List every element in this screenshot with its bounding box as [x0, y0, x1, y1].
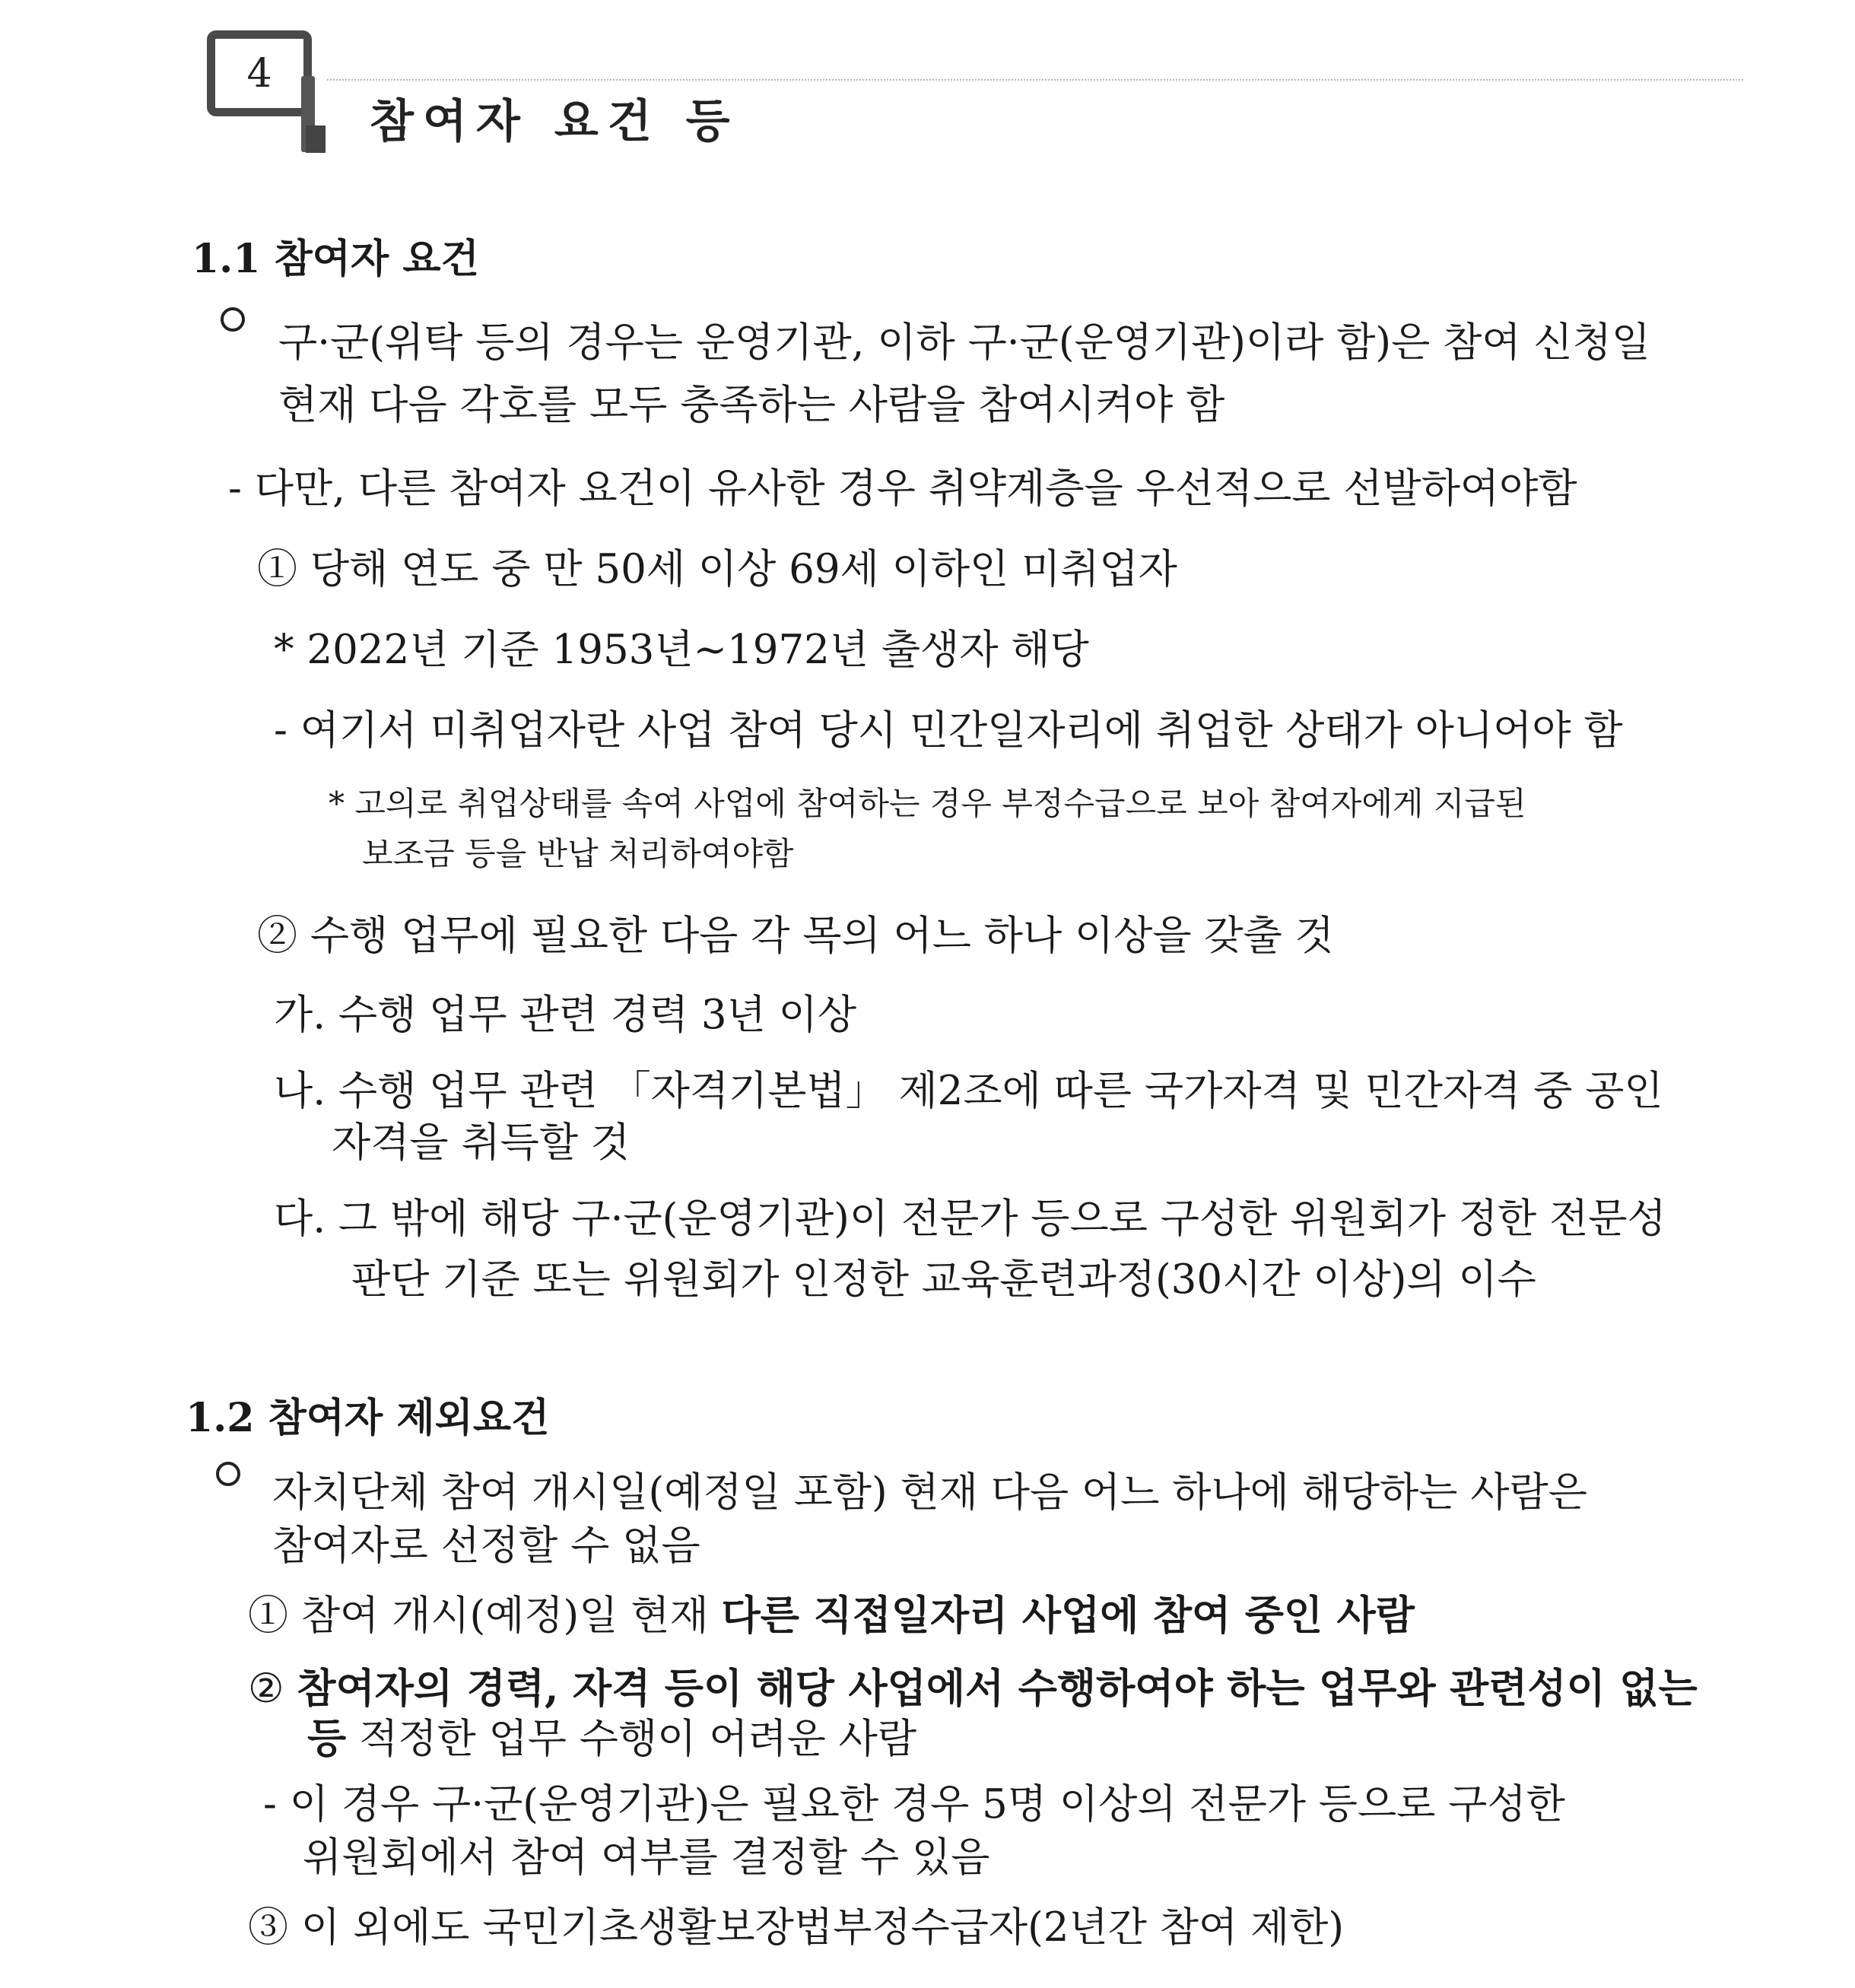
s1-item1-note-line1: * 고의로 취업상태를 속여 사업에 참여하는 경우 부정수급으로 보아 참여자에게 지급된	[329, 785, 1526, 822]
s2-item2-bold-line2: 등	[307, 1715, 347, 1762]
s1-item2: ② 수행 업무에 필요한 다음 각 목의 어느 하나 이상을 갖출 것	[257, 913, 1334, 959]
s2-item2-line2	[307, 1707, 916, 1764]
s1-item1-note-line2: 보조금 등을 반납 처리하여야함	[362, 835, 794, 872]
s1-item1-star: * 2022년 기준 1953년~1972년 출생자 해당	[274, 627, 1089, 673]
s1-sub-da-line1: 다. 그 밖에 해당 구·군(운영기관)이 전문가 등으로 구성한 위원회가 정한 전문성	[274, 1196, 1666, 1242]
header-dotted-rule	[327, 79, 1743, 81]
s1-bullet-line2: 현재 다음 각호를 모두 충족하는 사람을 참여시켜야 함	[278, 382, 1225, 428]
s1-sub-na-line2: 자격을 취득할 것	[332, 1119, 631, 1166]
chapter-title: 참여자 요건 등	[370, 95, 739, 148]
section-heading-1-2: 1.2 참여자 제외요건	[186, 1395, 550, 1441]
s1-sub-da-line2: 판단 기준 또는 위원회가 인정한 교육훈련과정(30시간 이상)의 이수	[351, 1256, 1536, 1303]
s2-item2-rest: 적정한 업무 수행이 어려운 사람	[359, 1716, 917, 1762]
s1-bullet-line1: 구·군(위탁 등의 경우는 운영기관, 이하 구·군(운영기관)이라 함)은 참여 신청일	[278, 319, 1650, 366]
s2-item1-bold: 다른 직접일자리 사업에 참여 중인 사람	[721, 1592, 1415, 1639]
chapter-box-decoration-foot	[306, 125, 326, 153]
s2-item2-marker: ②	[248, 1666, 284, 1712]
s2-item1-prefix: ① 참여 개시(예정)일 현재	[248, 1593, 709, 1639]
s2-item1	[248, 1583, 1415, 1641]
chapter-number-box	[207, 30, 312, 116]
s1-sub-na-line1: 나. 수행 업무 관련 「자격기본법」 제2조에 따른 국가자격 및 민간자격 중 공인	[274, 1068, 1663, 1114]
s2-item2-dash-line2: 위원회에서 참여 여부를 결정할 수 있음	[303, 1834, 990, 1881]
bullet-circle	[221, 307, 245, 332]
s1-dash-note: - 다만, 다른 참여자 요건이 유사한 경우 취약계층을 우선적으로 선발하여야함	[228, 465, 1577, 512]
s2-bullet-line2: 참여자로 선정할 수 없음	[272, 1523, 700, 1569]
section-heading-1-1: 1.1 참여자 요건	[192, 236, 479, 282]
s1-item1: ① 당해 연도 중 만 50세 이상 69세 이하인 미취업자	[257, 546, 1177, 592]
s1-item1-dash: - 여기서 미취업자란 사업 참여 당시 민간일자리에 취업한 상태가 아니어야 함	[274, 707, 1623, 754]
s2-item3: ③ 이 외에도 국민기초생활보장법부정수급자(2년간 참여 제한)	[248, 1904, 1345, 1951]
s2-item2-bold-line1: 참여자의 경력, 자격 등이 해당 사업에서 수행하여야 하는 업무와 관련성이 없는	[297, 1665, 1698, 1712]
s2-item2-dash-line1: - 이 경우 구·군(운영기관)은 필요한 경우 5명 이상의 전문가 등으로 구성한	[263, 1781, 1565, 1828]
s1-sub-ga: 가. 수행 업무 관련 경력 3년 이상	[274, 992, 857, 1038]
chapter-number: 4	[246, 50, 272, 97]
s2-item2-line1	[248, 1656, 1698, 1714]
bullet-circle	[216, 1462, 240, 1486]
s2-bullet-line1: 자치단체 참여 개시일(예정일 포함) 현재 다음 어느 하나에 해당하는 사람은	[272, 1469, 1587, 1516]
